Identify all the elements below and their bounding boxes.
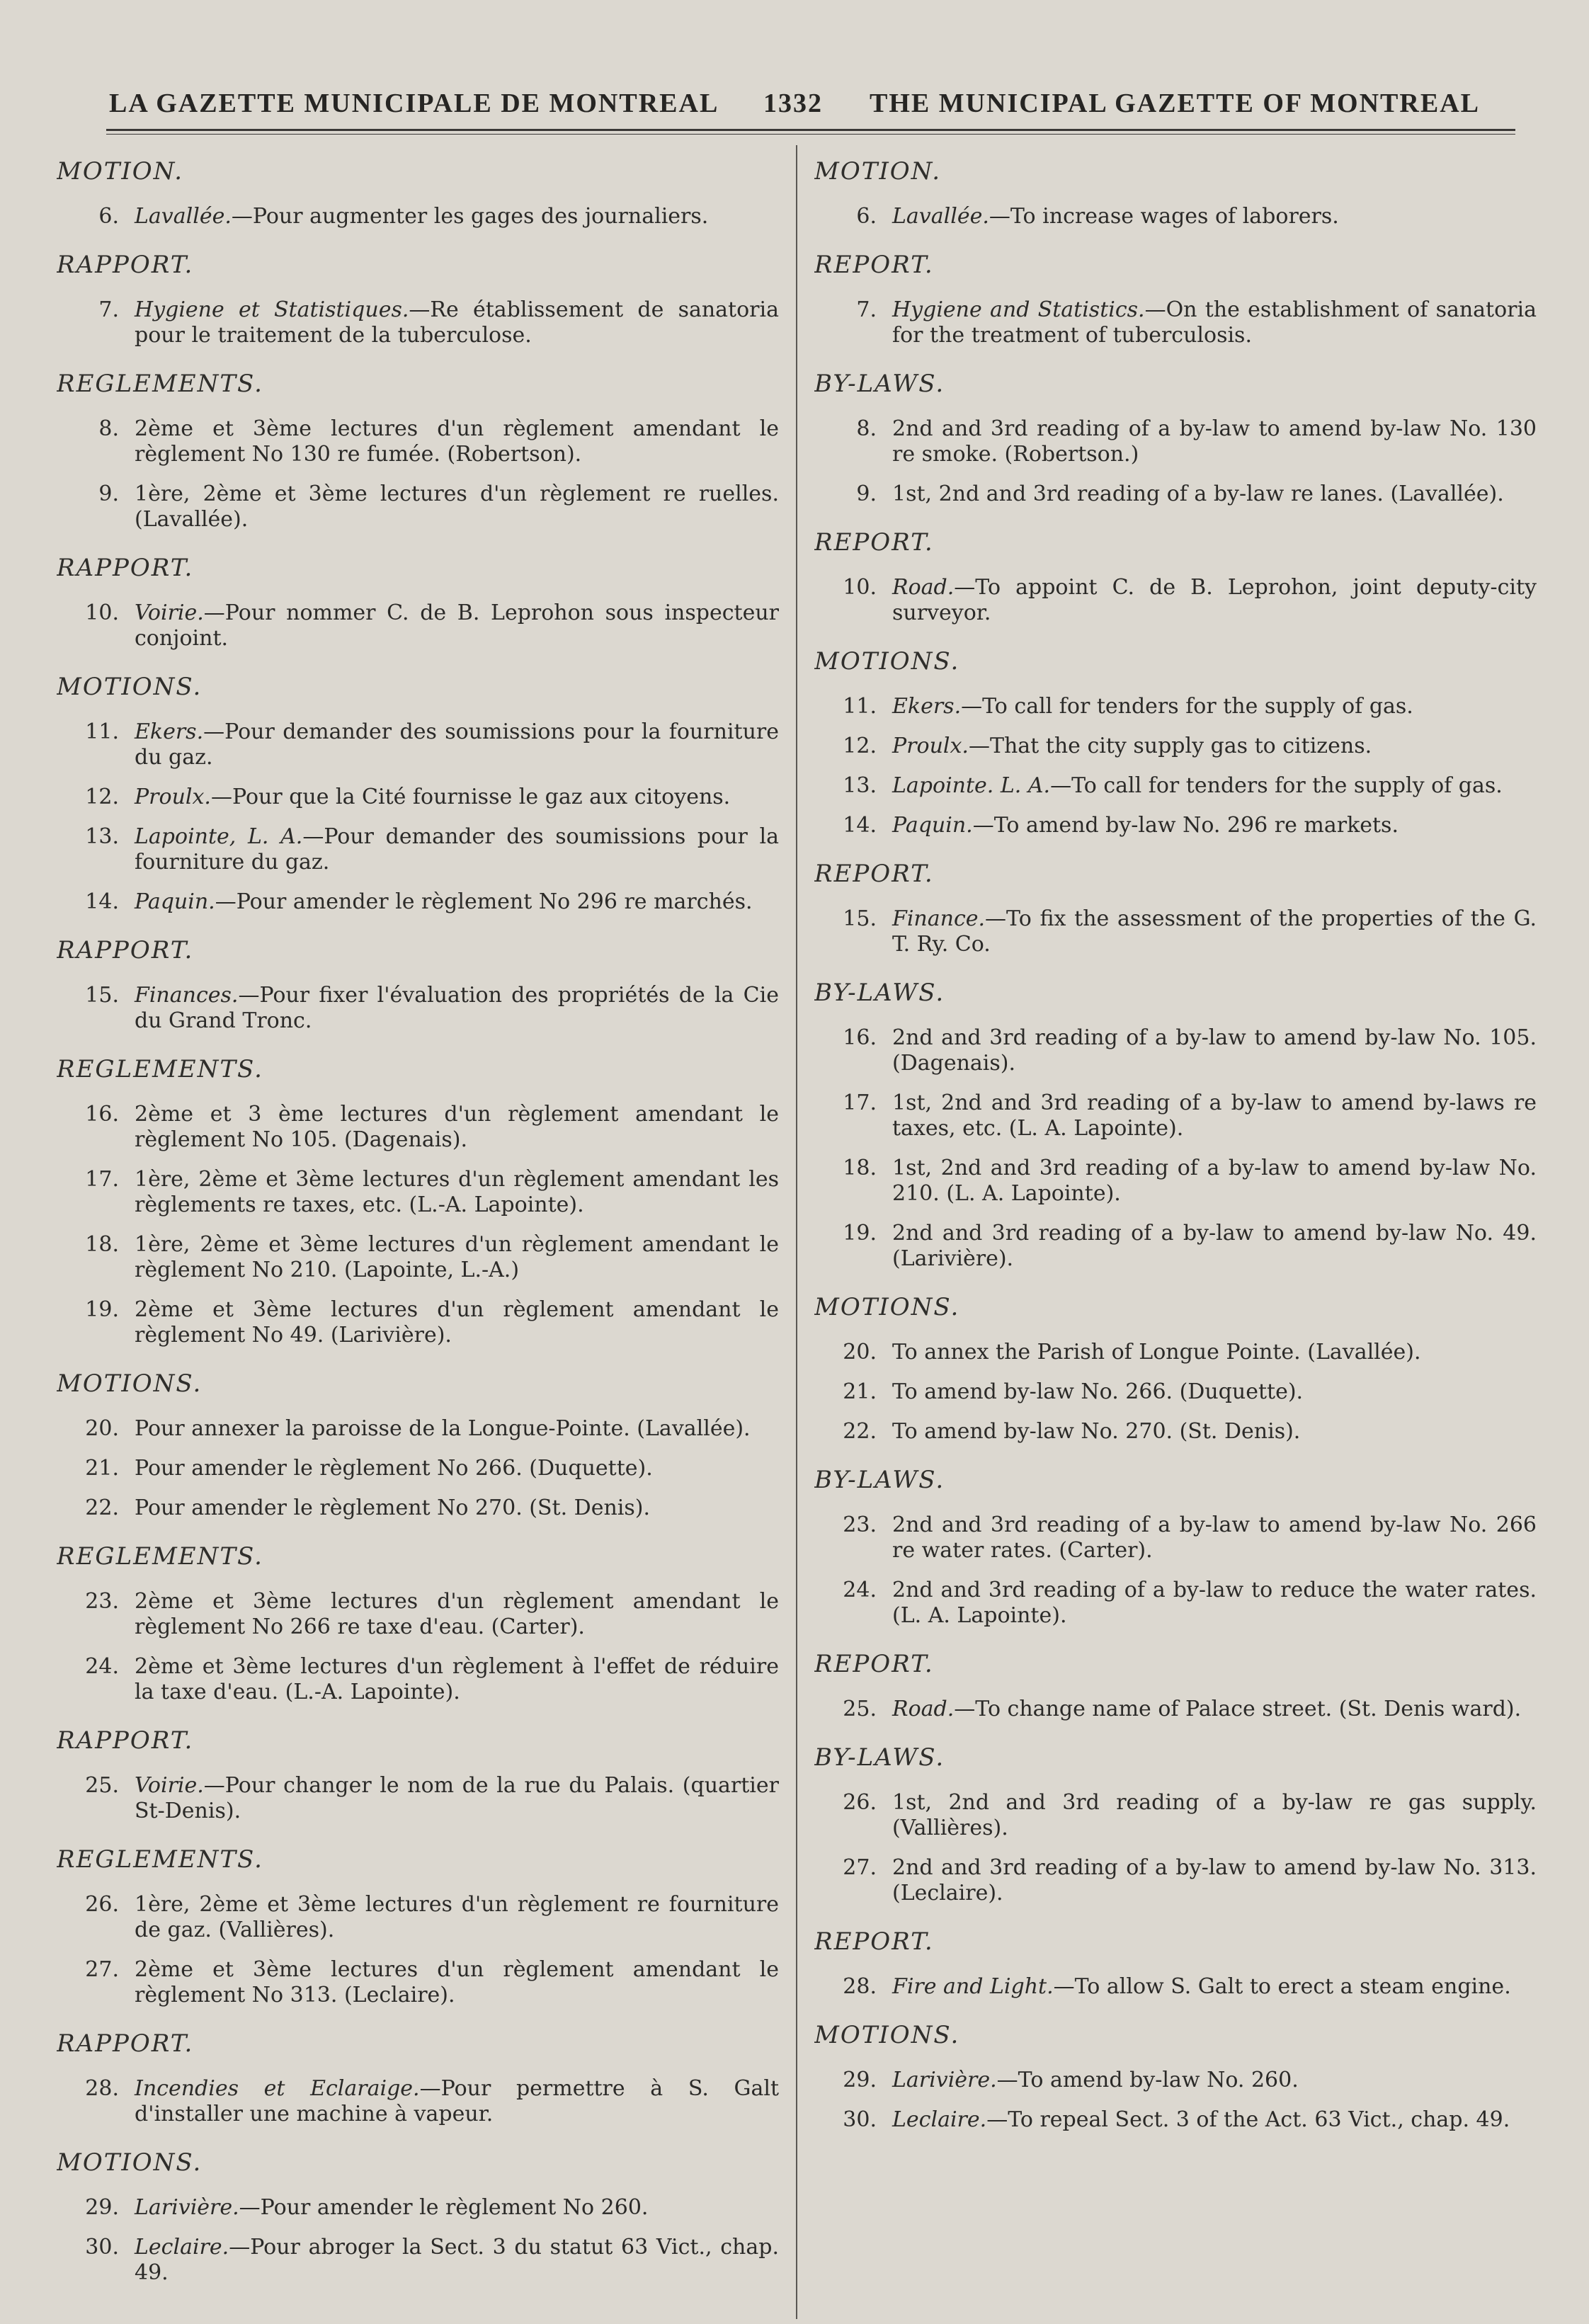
item-number: 7. xyxy=(98,297,119,322)
item-number: 17. xyxy=(85,1167,119,1192)
item-text-wrap xyxy=(892,1790,1537,1841)
agenda-item xyxy=(814,2068,1537,2093)
item-text: —Pour demander des soumissions pour la fourniture du gaz. xyxy=(135,719,779,770)
section-heading: RAPPORT. xyxy=(57,251,194,279)
item-lead: Larivière. xyxy=(892,2068,997,2092)
agenda-section xyxy=(57,370,779,532)
item-text-wrap xyxy=(892,1221,1537,1272)
item-text-wrap xyxy=(892,1419,1537,1445)
item-number: 28. xyxy=(843,1974,877,1999)
item-text: 2nd and 3rd reading of a by-law to amend by-law No. 266 re water rates. (Carter). xyxy=(892,1513,1537,1563)
item-number: 17. xyxy=(843,1090,877,1115)
item-text: —Pour amender le règlement No 260. xyxy=(239,2195,649,2220)
item-text-wrap xyxy=(135,1232,779,1283)
agenda-item xyxy=(814,1419,1537,1445)
item-lead: Lapointe. L. A. xyxy=(892,773,1051,798)
item-lead: Hygiene et Statistiques. xyxy=(135,297,409,322)
agenda-section xyxy=(57,251,779,348)
item-text: —To appoint C. de B. Leprohon, joint deputy-city surveyor. xyxy=(892,575,1537,625)
section-heading: MOTION. xyxy=(814,157,942,186)
agenda-item xyxy=(57,1654,779,1705)
item-number: 6. xyxy=(856,204,877,229)
item-text: 2ème et 3 ème lectures d'un règlement amendant le règlement No 105. (Dagenais). xyxy=(135,1102,779,1152)
item-lead: Hygiene and Statistics. xyxy=(892,297,1145,322)
item-number: 28. xyxy=(85,2076,119,2101)
item-text-wrap xyxy=(892,813,1537,838)
section-heading: RAPPORT. xyxy=(57,1726,194,1755)
agenda-item xyxy=(57,824,779,875)
item-number: 26. xyxy=(85,1892,119,1917)
item-number: 16. xyxy=(843,1025,877,1050)
agenda-section xyxy=(57,157,779,229)
item-text-wrap xyxy=(892,1974,1537,2000)
item-text-wrap xyxy=(892,1513,1537,1563)
item-number: 29. xyxy=(843,2068,877,2092)
item-text-wrap xyxy=(135,1297,779,1348)
item-text: 1ère, 2ème et 3ème lectures d'un règlement re fourniture de gaz. (Vallières). xyxy=(135,1892,779,1942)
column-divider xyxy=(796,145,797,2319)
agenda-item xyxy=(57,1773,779,1824)
item-lead: Finance. xyxy=(892,906,986,931)
item-text: —To amend by-law No. 296 re markets. xyxy=(972,813,1399,838)
item-lead: Voirie. xyxy=(135,600,204,625)
item-text-wrap xyxy=(135,824,779,875)
item-number: 12. xyxy=(843,734,877,758)
item-text-wrap xyxy=(135,2235,779,2286)
item-number: 9. xyxy=(98,482,119,506)
item-text: —To repeal Sect. 3 of the Act. 63 Vict., chap. 49. xyxy=(986,2107,1510,2132)
agenda-section xyxy=(57,1369,779,1521)
agenda-section xyxy=(57,936,779,1034)
item-text: —To call for tenders for the supply of gas. xyxy=(1050,773,1503,798)
item-number: 18. xyxy=(843,1156,877,1180)
item-number: 27. xyxy=(85,1957,119,1982)
agenda-item xyxy=(57,2076,779,2127)
item-number: 23. xyxy=(85,1589,119,1614)
item-text-wrap xyxy=(892,1090,1537,1141)
item-number: 8. xyxy=(856,416,877,441)
item-number: 21. xyxy=(85,1456,119,1481)
item-text: 2ème et 3ème lectures d'un règlement amendant le règlement No 266 re taxe d'eau. (Carter). xyxy=(135,1589,779,1639)
item-text-wrap xyxy=(135,719,779,770)
item-text-wrap xyxy=(892,773,1537,799)
item-text: —Pour abroger la Sect. 3 du statut 63 Vict., chap. 49. xyxy=(135,2235,779,2285)
item-text-wrap xyxy=(135,889,779,915)
item-number: 14. xyxy=(85,889,119,914)
section-heading: REGLEMENTS. xyxy=(57,1542,263,1571)
item-text-wrap xyxy=(135,1167,779,1218)
section-heading: MOTIONS. xyxy=(57,1369,203,1398)
item-number: 18. xyxy=(85,1232,119,1257)
item-text: 2nd and 3rd reading of a by-law to amend by-law No. 105. (Dagenais). xyxy=(892,1025,1537,1076)
agenda-section xyxy=(814,1743,1537,1906)
section-heading: MOTIONS. xyxy=(814,1293,960,1321)
agenda-item xyxy=(814,1790,1537,1841)
item-number: 14. xyxy=(843,813,877,838)
item-text: 2ème et 3ème lectures d'un règlement amendant le règlement No 130 re fumée. (Robertson). xyxy=(135,416,779,467)
item-number: 11. xyxy=(843,694,877,719)
item-text: Pour amender le règlement No 266. (Duquette). xyxy=(135,1456,653,1481)
item-text: 1ère, 2ème et 3ème lectures d'un règlement amendant les règlements re taxes, etc. (L.-A. Lapointe). xyxy=(135,1167,779,1217)
item-text: To amend by-law No. 266. (Duquette). xyxy=(892,1379,1304,1404)
item-text-wrap xyxy=(135,1496,779,1521)
item-text: —To allow S. Galt to erect a steam engine. xyxy=(1053,1974,1511,1999)
agenda-section xyxy=(57,2148,779,2286)
item-lead: Lapointe, L. A. xyxy=(135,824,303,849)
item-text-wrap xyxy=(892,575,1537,626)
agenda-item xyxy=(814,906,1537,957)
item-lead: Proulx. xyxy=(892,734,969,758)
item-number: 21. xyxy=(843,1379,877,1404)
agenda-section xyxy=(814,1293,1537,1445)
agenda-item xyxy=(57,889,779,915)
header-title-english: THE MUNICIPAL GAZETTE OF MONTREAL xyxy=(870,89,1480,118)
agenda-item xyxy=(814,734,1537,759)
item-number: 25. xyxy=(843,1697,877,1721)
agenda-section xyxy=(814,528,1537,626)
agenda-section xyxy=(814,157,1537,229)
item-text: 2nd and 3rd reading of a by-law to amend by-law No. 313. (Leclaire). xyxy=(892,1855,1537,1906)
item-text: —Pour augmenter les gages des journaliers. xyxy=(231,204,709,229)
item-text: —To amend by-law No. 260. xyxy=(996,2068,1299,2092)
item-text-wrap xyxy=(135,1589,779,1640)
item-text-wrap xyxy=(135,1773,779,1824)
item-text-wrap xyxy=(135,983,779,1034)
item-number: 15. xyxy=(85,983,119,1008)
item-text: —That the city supply gas to citizens. xyxy=(968,734,1372,758)
item-text-wrap xyxy=(892,1578,1537,1629)
agenda-section xyxy=(57,1055,779,1348)
item-text-wrap xyxy=(892,2107,1537,2133)
section-heading: MOTIONS. xyxy=(814,2021,960,2049)
item-text: —To fix the assessment of the properties of the G. T. Ry. Co. xyxy=(892,906,1537,957)
item-lead: Fire and Light. xyxy=(892,1974,1054,1999)
agenda-item xyxy=(57,1416,779,1442)
item-text-wrap xyxy=(892,482,1537,507)
agenda-item xyxy=(814,1090,1537,1141)
agenda-section xyxy=(814,979,1537,1272)
agenda-item xyxy=(814,1379,1537,1405)
agenda-item xyxy=(814,1974,1537,2000)
item-text: —On the establishment of sanatoria for the treatment of tuberculosis. xyxy=(892,297,1537,348)
item-lead: Larivière. xyxy=(135,2195,239,2220)
item-number: 19. xyxy=(85,1297,119,1322)
agenda-item xyxy=(57,1102,779,1153)
section-heading: REPORT. xyxy=(814,251,934,279)
item-text-wrap xyxy=(892,1340,1537,1365)
item-text-wrap xyxy=(892,416,1537,467)
item-text-wrap xyxy=(892,694,1537,719)
section-heading: RAPPORT. xyxy=(57,936,194,964)
item-number: 13. xyxy=(85,824,119,849)
agenda-section xyxy=(57,2029,779,2127)
section-heading: MOTION. xyxy=(57,157,184,186)
section-heading: REGLEMENTS. xyxy=(57,370,263,398)
item-lead: Lavallée. xyxy=(135,204,232,229)
item-text-wrap xyxy=(135,2076,779,2127)
section-heading: BY-LAWS. xyxy=(814,1743,945,1772)
item-lead: Road. xyxy=(892,575,955,600)
agenda-item xyxy=(57,785,779,810)
section-heading: REPORT. xyxy=(814,1927,934,1956)
agenda-item xyxy=(57,2235,779,2286)
section-heading: BY-LAWS. xyxy=(814,1466,945,1494)
item-text: 1st, 2nd and 3rd reading of a by-law to amend by-law No. 210. (L. A. Lapointe). xyxy=(892,1156,1537,1206)
agenda-item xyxy=(814,1855,1537,1906)
agenda-item xyxy=(57,482,779,532)
section-heading: REGLEMENTS. xyxy=(57,1845,263,1874)
item-number: 13. xyxy=(843,773,877,798)
item-text: —To increase wages of laborers. xyxy=(989,204,1339,229)
item-text-wrap xyxy=(892,204,1537,229)
item-number: 10. xyxy=(85,600,119,625)
agenda-section xyxy=(814,1650,1537,1722)
agenda-section xyxy=(814,251,1537,348)
item-text: 2nd and 3rd reading of a by-law to amend by-law No. 130 re smoke. (Robertson.) xyxy=(892,416,1537,467)
item-number: 22. xyxy=(85,1496,119,1520)
agenda-item xyxy=(57,1297,779,1348)
agenda-item xyxy=(57,1589,779,1640)
section-heading: MOTIONS. xyxy=(57,673,203,701)
item-lead: Incendies et Eclaraige. xyxy=(135,2076,420,2101)
agenda-section xyxy=(57,554,779,651)
item-text-wrap xyxy=(135,297,779,348)
item-text: —Pour permettre à S. Galt d'installer une machine à vapeur. xyxy=(135,2076,779,2126)
item-text: —Re établissement de sanatoria pour le traitement de la tuberculose. xyxy=(135,297,779,348)
item-number: 7. xyxy=(856,297,877,322)
agenda-item xyxy=(814,813,1537,838)
item-text: 1ère, 2ème et 3ème lectures d'un règlement amendant le règlement No 210. (Lapointe, L.-A.) xyxy=(135,1232,779,1282)
agenda-section xyxy=(814,1927,1537,2000)
item-text: —Pour amender le règlement No 296 re marchés. xyxy=(215,889,753,914)
item-text-wrap xyxy=(135,482,779,532)
agenda-item xyxy=(57,297,779,348)
agenda-section xyxy=(57,1542,779,1705)
item-text-wrap xyxy=(135,600,779,651)
header-rule-thin xyxy=(106,134,1515,135)
agenda-item xyxy=(814,1156,1537,1207)
item-number: 19. xyxy=(843,1221,877,1246)
agenda-section xyxy=(57,1845,779,2008)
agenda-item xyxy=(57,2195,779,2221)
item-number: 23. xyxy=(843,1513,877,1537)
item-text: —Pour que la Cité fournisse le gaz aux citoyens. xyxy=(210,785,731,809)
item-text: —Pour nommer C. de B. Leprohon sous inspecteur conjoint. xyxy=(135,600,779,651)
item-text-wrap xyxy=(892,1025,1537,1076)
item-text-wrap xyxy=(892,1697,1537,1722)
item-lead: Ekers. xyxy=(892,694,962,719)
section-heading: MOTIONS. xyxy=(57,2148,203,2177)
agenda-item xyxy=(814,297,1537,348)
section-heading: REPORT. xyxy=(814,528,934,557)
section-heading: BY-LAWS. xyxy=(814,979,945,1007)
item-text: 1ère, 2ème et 3ème lectures d'un règlement re ruelles. (Lavallée). xyxy=(135,482,779,532)
agenda-item xyxy=(814,1578,1537,1629)
item-lead: Finances. xyxy=(135,983,239,1008)
item-text-wrap xyxy=(892,2068,1537,2093)
section-heading: REPORT. xyxy=(814,860,934,888)
agenda-item xyxy=(57,1496,779,1521)
item-text: —Pour demander des soumissions pour la fourniture du gaz. xyxy=(135,824,779,875)
header-rule xyxy=(106,129,1515,131)
agenda-item xyxy=(814,773,1537,799)
agenda-item xyxy=(814,416,1537,467)
item-text-wrap xyxy=(135,1654,779,1705)
item-lead: Voirie. xyxy=(135,1773,204,1798)
item-number: 20. xyxy=(843,1340,877,1365)
agenda-item xyxy=(814,482,1537,507)
agenda-item xyxy=(814,1025,1537,1076)
item-number: 6. xyxy=(98,204,119,229)
item-lead: Proulx. xyxy=(135,785,211,809)
item-number: 25. xyxy=(85,1773,119,1798)
item-text-wrap xyxy=(892,1156,1537,1207)
item-number: 22. xyxy=(843,1419,877,1444)
section-heading: MOTIONS. xyxy=(814,647,960,676)
agenda-item xyxy=(814,204,1537,229)
item-text: Pour amender le règlement No 270. (St. Denis). xyxy=(135,1496,651,1520)
page-number: 1332 xyxy=(763,89,823,118)
item-lead: Lavallée. xyxy=(892,204,989,229)
page-header xyxy=(106,79,1515,137)
agenda-section xyxy=(814,860,1537,957)
item-text: To amend by-law No. 270. (St. Denis). xyxy=(892,1419,1301,1444)
item-number: 12. xyxy=(85,785,119,809)
item-text: —Pour changer le nom de la rue du Palais. (quartier St-Denis). xyxy=(135,1773,779,1823)
item-lead: Leclaire. xyxy=(135,2235,229,2260)
item-text-wrap xyxy=(135,1102,779,1153)
agenda-item xyxy=(814,1513,1537,1563)
item-number: 20. xyxy=(85,1416,119,1441)
agenda-item xyxy=(57,416,779,467)
item-text-wrap xyxy=(135,204,779,229)
section-heading: REGLEMENTS. xyxy=(57,1055,263,1083)
item-lead: Ekers. xyxy=(135,719,204,744)
agenda-item xyxy=(814,694,1537,719)
item-text-wrap xyxy=(135,1957,779,2008)
item-number: 27. xyxy=(843,1855,877,1880)
item-number: 30. xyxy=(85,2235,119,2260)
item-text-wrap xyxy=(892,1855,1537,1906)
item-text: —Pour fixer l'évaluation des propriétés de la Cie du Grand Tronc. xyxy=(135,983,779,1033)
agenda-section xyxy=(814,2021,1537,2133)
item-text: 1st, 2nd and 3rd reading of a by-law re lanes. (Lavallée). xyxy=(892,482,1504,506)
item-text-wrap xyxy=(135,1456,779,1481)
agenda-item xyxy=(814,1221,1537,1272)
agenda-item xyxy=(814,2107,1537,2133)
item-text: To annex the Parish of Longue Pointe. (Lavallée). xyxy=(892,1340,1421,1365)
section-heading: REPORT. xyxy=(814,1650,934,1678)
agenda-item xyxy=(57,719,779,770)
agenda-section xyxy=(814,370,1537,507)
agenda-item xyxy=(57,600,779,651)
item-text: 2ème et 3ème lectures d'un règlement à l'effet de réduire la taxe d'eau. (L.-A. Lapointe). xyxy=(135,1654,779,1704)
item-lead: Road. xyxy=(892,1697,955,1721)
item-text-wrap xyxy=(135,1416,779,1442)
item-text-wrap xyxy=(135,2195,779,2221)
item-number: 15. xyxy=(843,906,877,931)
item-number: 16. xyxy=(85,1102,119,1127)
section-heading: BY-LAWS. xyxy=(814,370,945,398)
agenda-item xyxy=(814,575,1537,626)
item-text-wrap xyxy=(892,1379,1537,1405)
item-text: 2nd and 3rd reading of a by-law to amend by-law No. 49. (Larivière). xyxy=(892,1221,1537,1271)
item-text: 1st, 2nd and 3rd reading of a by-law re gas supply. (Vallières). xyxy=(892,1790,1537,1840)
item-text-wrap xyxy=(892,906,1537,957)
agenda-item xyxy=(57,1892,779,1943)
item-text-wrap xyxy=(892,297,1537,348)
item-text-wrap xyxy=(135,416,779,467)
item-number: 30. xyxy=(843,2107,877,2132)
item-text: 2nd and 3rd reading of a by-law to reduce the water rates. (L. A. Lapointe). xyxy=(892,1578,1537,1628)
item-text: 2ème et 3ème lectures d'un règlement amendant le règlement No 313. (Leclaire). xyxy=(135,1957,779,2007)
item-text: 2ème et 3ème lectures d'un règlement amendant le règlement No 49. (Larivière). xyxy=(135,1297,779,1348)
item-text-wrap xyxy=(892,734,1537,759)
item-number: 26. xyxy=(843,1790,877,1815)
item-text-wrap xyxy=(135,785,779,810)
section-heading: RAPPORT. xyxy=(57,2029,194,2058)
item-text: —To change name of Palace street. (St. Denis ward). xyxy=(954,1697,1522,1721)
agenda-item xyxy=(814,1340,1537,1365)
agenda-item xyxy=(57,204,779,229)
item-text: 1st, 2nd and 3rd reading of a by-law to amend by-laws re taxes, etc. (L. A. Lapointe). xyxy=(892,1090,1537,1141)
item-text: Pour annexer la paroisse de la Longue-Pointe. (Lavallée). xyxy=(135,1416,751,1441)
item-number: 24. xyxy=(85,1654,119,1679)
section-heading: RAPPORT. xyxy=(57,554,194,582)
agenda-item xyxy=(57,1232,779,1283)
item-number: 24. xyxy=(843,1578,877,1602)
french-column xyxy=(57,157,779,2317)
agenda-section xyxy=(57,673,779,915)
item-text: —To call for tenders for the supply of gas. xyxy=(961,694,1413,719)
agenda-item xyxy=(57,983,779,1034)
item-lead: Paquin. xyxy=(135,889,215,914)
item-number: 10. xyxy=(843,575,877,600)
header-title-french: LA GAZETTE MUNICIPALE DE MONTREAL xyxy=(109,89,719,118)
agenda-item xyxy=(814,1697,1537,1722)
item-number: 8. xyxy=(98,416,119,441)
agenda-item xyxy=(57,1167,779,1218)
agenda-item xyxy=(57,1456,779,1481)
item-number: 11. xyxy=(85,719,119,744)
agenda-section xyxy=(814,1466,1537,1629)
item-lead: Leclaire. xyxy=(892,2107,987,2132)
agenda-section xyxy=(814,647,1537,838)
item-number: 9. xyxy=(856,482,877,506)
item-lead: Paquin. xyxy=(892,813,973,838)
english-column xyxy=(814,157,1537,2317)
agenda-item xyxy=(57,1957,779,2008)
item-number: 29. xyxy=(85,2195,119,2220)
item-text-wrap xyxy=(135,1892,779,1943)
agenda-section xyxy=(57,1726,779,1824)
